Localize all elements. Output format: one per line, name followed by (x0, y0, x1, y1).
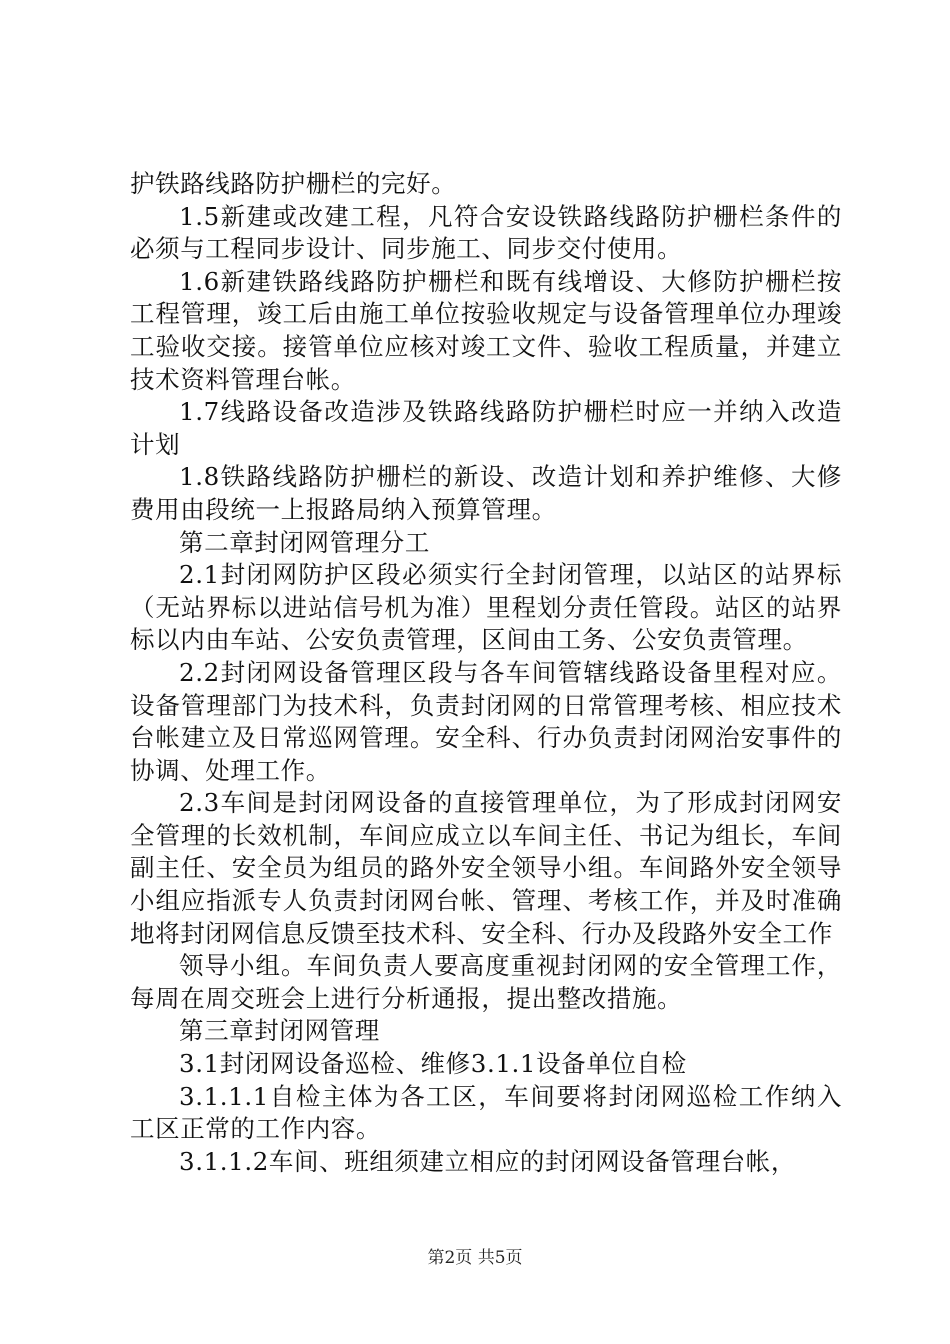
paragraph: 第二章封闭网管理分工 (179, 527, 430, 557)
paragraph: 2.3车间是封闭网设备的直接管理单位，为了形成封闭网安全管理的长效机制，车间应成立以车间主任、书记为组长，车间副主任、安全员为组员的路外安全领导小组。车间路外安全领导小组应指派专人负责封闭网台帐、管理、考核工作，并及时准确地将封闭网信息反馈至技术科、安全科、行办及段路外安全工作 (130, 788, 842, 948)
paragraph: 第三章封闭网管理 (179, 1016, 380, 1046)
paragraph: 护铁路线路防护栅栏的完好。 (130, 169, 457, 198)
paragraph: 3.1.1.2车间、班组须建立相应的封闭网设备管理台帐， (179, 1146, 797, 1176)
paragraph: 2.2封闭网设备管理区段与各车间管辖线路设备里程对应。设备管理部门为技术科，负责封闭网的日常管理考核、相应技术台帐建立及日常巡网管理。安全科、行办负责封闭网治安事件的协调、处理工作。 (130, 657, 842, 785)
paragraph: 1.8铁路线路防护栅栏的新设、改造计划和养护维修、大修费用由段统一上报路局纳入预算管理。 (130, 462, 842, 524)
paragraph: 1.7线路设备改造涉及铁路线路防护栅栏时应一并纳入改造计划 (130, 397, 842, 459)
paragraph: 2.1封闭网防护区段必须实行全封闭管理，以站区的站界标（无站界标以进站信号机为准）里程划分责任管段。站区的站界标以内由车站、公安负责管理，区间由工务、公安负责管理。 (130, 560, 842, 655)
document-body (130, 168, 842, 1178)
paragraph: 领导小组。车间负责人要高度重视封闭网的安全管理工作，每周在周交班会上进行分析通报，提出整改措施。 (130, 951, 842, 1013)
paragraph: 3.1.1.1自检主体为各工区，车间要将封闭网巡检工作纳入工区正常的工作内容。 (130, 1081, 842, 1144)
paragraph: 1.5新建或改建工程，凡符合安设铁路线路防护栅栏条件的必须与工程同步设计、同步施工、同步交付使用。 (130, 201, 842, 264)
paragraph: 3.1封闭网设备巡检、维修3.1.1设备单位自检 (179, 1049, 687, 1079)
paragraph: 1.6新建铁路线路防护栅栏和既有线增设、大修防护栅栏按工程管理，竣工后由施工单位按验收规定与设备管理单位办理竣工验收交接。接管单位应核对竣工文件、验收工程质量，并建立技术资料管理台帐。 (130, 266, 842, 394)
page-footer: 第2页 共5页 (427, 1248, 523, 1268)
